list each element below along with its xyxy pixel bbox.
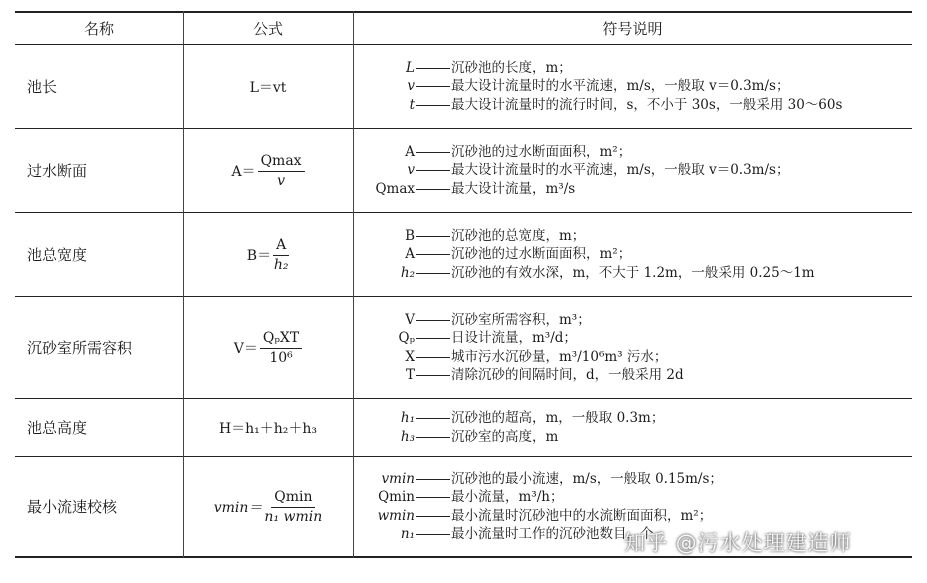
fraction — [258, 153, 305, 189]
fraction — [264, 489, 322, 525]
symbol-descriptions — [357, 399, 909, 456]
symbol-line — [357, 311, 591, 330]
dash-rule — [416, 366, 450, 376]
row-name: 池总宽度 — [27, 246, 88, 264]
row-name: 沉砂室所需容积 — [27, 339, 133, 357]
dash-rule — [416, 329, 450, 339]
symbol-descriptions — [357, 45, 909, 128]
symbol: vmin — [381, 470, 415, 487]
dash-rule — [416, 96, 450, 106]
symbol-text: 沉砂池的过水断面面积，m²； — [451, 246, 632, 263]
dash-rule — [416, 180, 450, 190]
symbol: t — [409, 96, 415, 113]
symbol-text: 沉砂室的高度，m — [451, 428, 559, 445]
symbol-text: 日设计流量，m³/d； — [451, 330, 577, 346]
symbol: wmin — [377, 507, 415, 524]
header-description: 符号说明 — [602, 20, 663, 38]
dash-rule — [416, 409, 450, 419]
symbol-text: 沉砂池的有效水深，m，不大于 1.2m，一般采用 0.25～1m — [451, 264, 815, 281]
symbol-line — [357, 329, 577, 348]
symbol: Qmax — [375, 180, 415, 197]
symbol-line — [357, 525, 654, 544]
symbol: X — [405, 348, 415, 365]
dash-rule — [416, 348, 450, 358]
symbol-text: 最大设计流量时的流行时间，s，不小于 30s，一般采用 30～60s — [451, 96, 843, 113]
denominator: n₁ wmin — [264, 508, 323, 525]
row-name: 最小流速校核 — [27, 498, 118, 516]
symbol-text: 沉砂池的超高，m，一般取 0.3m； — [451, 410, 665, 426]
symbol: T — [405, 367, 415, 383]
dash-rule — [416, 77, 450, 87]
formula: H＝h₁＋h₂＋h₃ — [218, 420, 318, 437]
symbol-line — [357, 59, 572, 78]
symbol-line — [357, 507, 712, 526]
symbol-line — [357, 348, 667, 367]
dash-rule — [416, 59, 450, 69]
symbol-line — [357, 96, 842, 115]
formula-lhs: B＝ — [246, 247, 272, 264]
denominator: v — [277, 172, 286, 189]
symbol: h₂ — [400, 264, 415, 281]
dash-rule — [416, 428, 450, 438]
symbol-line — [357, 488, 563, 507]
symbol-descriptions — [357, 297, 909, 398]
numerator: Qmin — [271, 489, 315, 508]
symbol-text: 沉砂池的最小流速，m/s，一般取 0.15m/s； — [451, 470, 723, 487]
fraction — [273, 237, 289, 273]
dash-rule — [416, 470, 450, 480]
formula — [183, 297, 353, 398]
symbol-text: 沉砂池的长度，m； — [451, 59, 572, 76]
symbol-text: 城市污水沉砂量，m³/10⁶m³ 污水； — [451, 348, 668, 365]
symbol: Qₚ — [398, 330, 415, 346]
numerator: A — [273, 237, 289, 256]
symbol: B — [405, 227, 415, 244]
dash-rule — [416, 488, 450, 498]
row-name: 池总高度 — [27, 419, 88, 437]
header-formula: 公式 — [252, 20, 283, 38]
formula — [183, 129, 353, 212]
formula-table — [15, 11, 912, 558]
symbol-text: 最大设计流量，m³/s — [451, 180, 576, 197]
symbol-text: 沉砂池的总宽度，m； — [451, 227, 586, 244]
formula — [183, 457, 353, 556]
denominator: h₂ — [273, 256, 289, 273]
symbol: L — [406, 59, 415, 76]
symbol: h₁ — [400, 410, 415, 426]
symbol-text: 最小流量时沉砂池中的水流断面面积，m²； — [451, 507, 713, 524]
fraction — [260, 330, 302, 366]
watermark: 知乎 @污水处理建造师 — [624, 531, 852, 555]
symbol-line — [357, 180, 575, 199]
row-name: 池长 — [27, 78, 58, 96]
symbol-text: 最大设计流量时的水平流速，m/s，一般取 v＝0.3m/s； — [451, 162, 790, 179]
symbol-line — [357, 470, 723, 489]
symbol-text: 最小流量，m³/h； — [451, 489, 564, 505]
formula — [183, 213, 353, 296]
symbol: h₃ — [400, 428, 415, 445]
symbol-line — [357, 227, 585, 246]
column-divider — [353, 11, 354, 558]
symbol-text: 沉砂池的过水断面面积，m²； — [451, 143, 632, 160]
symbol: A — [405, 143, 415, 160]
symbol-text: 最大设计流量时的水平流速，m/s，一般取 v＝0.3m/s； — [451, 78, 790, 95]
formula: L＝vt — [249, 79, 287, 96]
symbol: n₁ — [400, 526, 415, 542]
numerator: QₚXT — [260, 330, 302, 349]
dash-rule — [416, 245, 450, 255]
symbol-line — [357, 366, 684, 385]
header-name: 名称 — [83, 20, 114, 38]
symbol-line — [357, 77, 789, 96]
symbol: v — [407, 78, 415, 95]
numerator: Qmax — [258, 153, 305, 172]
dash-rule — [416, 227, 450, 237]
dash-rule — [416, 161, 450, 171]
symbol-line — [357, 245, 631, 264]
symbol-text: 最小流量时工作的沉砂池数目，个 — [451, 526, 654, 542]
symbol: v — [407, 162, 415, 179]
row-name: 过水断面 — [27, 162, 88, 180]
symbol: A — [405, 246, 415, 263]
symbol-text: 沉砂室所需容积，m³； — [451, 311, 591, 328]
dash-rule — [416, 507, 450, 517]
symbol-line — [357, 143, 631, 162]
symbol-text: 清除沉砂的间隔时间，d，一般采用 2d — [451, 367, 684, 383]
symbol-line — [357, 428, 558, 447]
symbol: V — [405, 311, 415, 328]
symbol: Qmin — [378, 489, 415, 505]
denominator: 10⁶ — [269, 349, 293, 366]
formula-lhs: vmin＝ — [213, 499, 263, 516]
symbol-descriptions — [357, 129, 909, 212]
symbol-line — [357, 161, 789, 180]
symbol-line — [357, 409, 664, 428]
dash-rule — [416, 143, 450, 153]
symbol-descriptions — [357, 213, 909, 296]
formula-lhs: A＝ — [231, 163, 256, 180]
symbol-line — [357, 264, 815, 283]
dash-rule — [416, 525, 450, 535]
formula-lhs: V＝ — [233, 340, 258, 357]
dash-rule — [416, 311, 450, 321]
dash-rule — [416, 264, 450, 274]
